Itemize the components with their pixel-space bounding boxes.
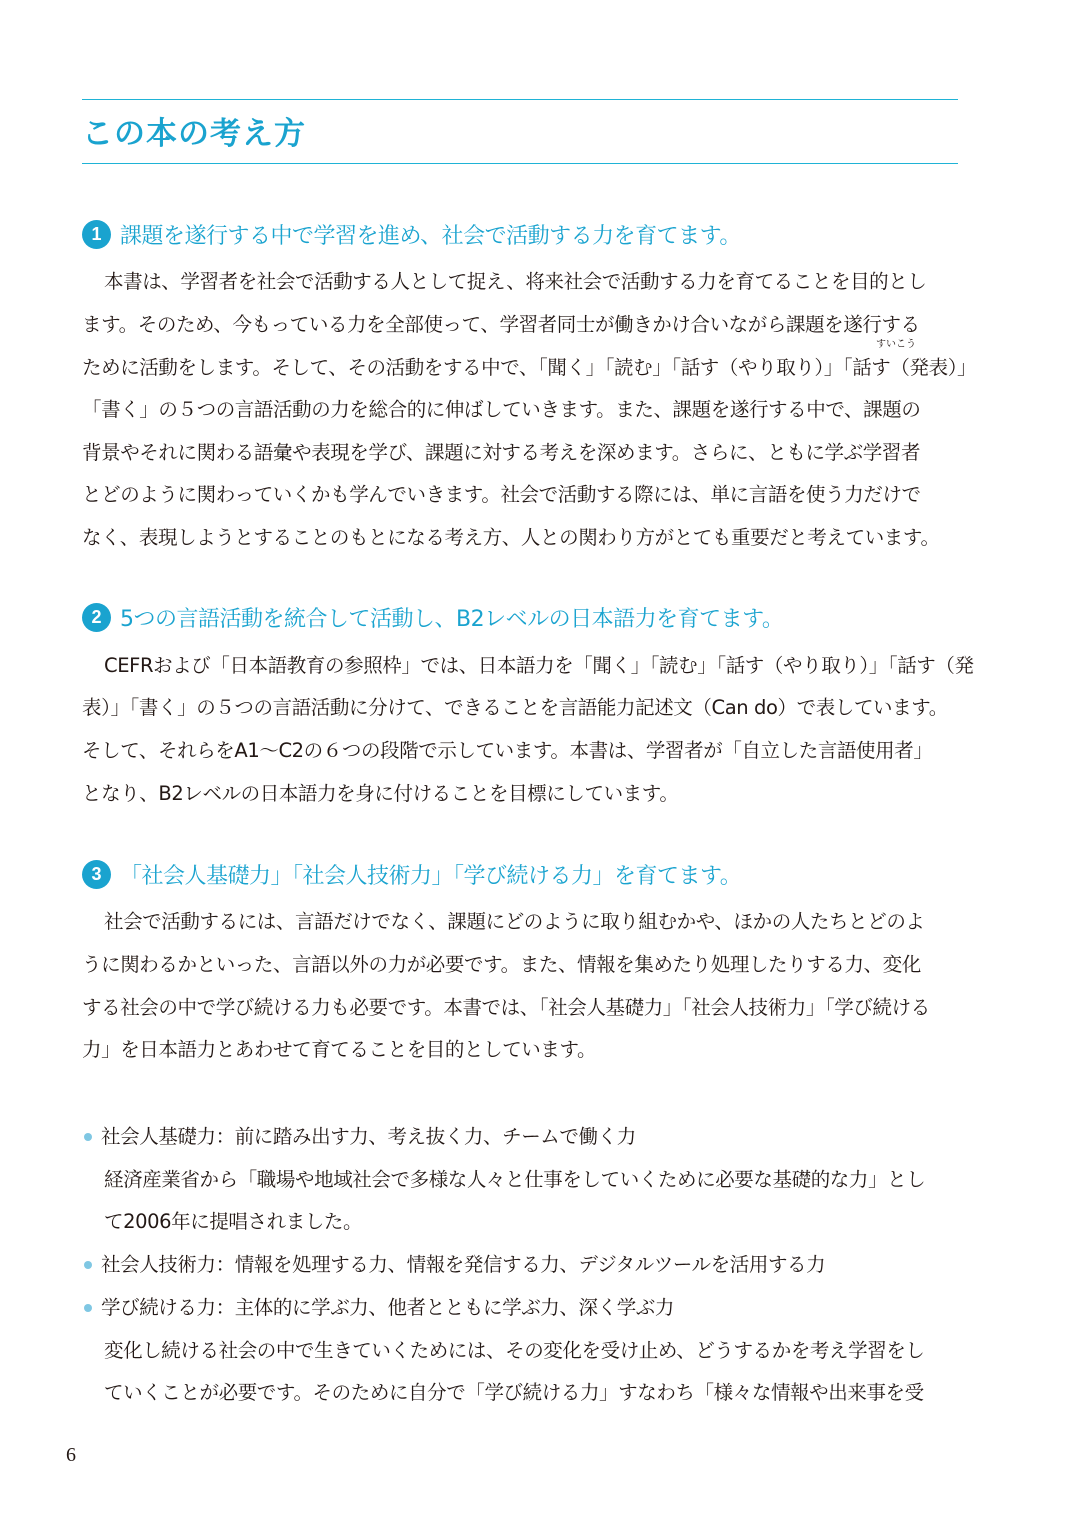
bullet-label: 社会人基礎力：前に踏み出す力、考え抜く力、チームで働く力: [101, 1125, 636, 1148]
paragraph-line: 表）」「書く」の５つの言語活動に分けて、できることを言語能力記述文（Can do）で表しています。: [82, 696, 948, 719]
paragraph-line: なく、表現しようとすることのもとになる考え方、人との関わり方がとても重要だと考えています。: [82, 526, 940, 549]
section-number-badge: 3: [82, 860, 111, 889]
paragraph-line: となり、B2レベルの日本語力を身に付けることを目標にしています。: [82, 782, 679, 805]
paragraph-line: 背景やそれに関わる語彙や表現を学び、課題に対する考えを深めます。さらに、ともに学ぶ学習者: [82, 441, 921, 464]
ruby-annotation: すいこう: [876, 339, 916, 350]
paragraph-line: とどのように関わっていくかも学んでいきます。社会で活動する際には、単に言語を使う力だけで: [82, 483, 921, 506]
bullet-label: 学び続ける力：主体的に学ぶ力、他者とともに学ぶ力、深く学ぶ力: [101, 1296, 675, 1319]
paragraph-line: うに関わるかといった、言語以外の力が必要です。また、情報を集めたり処理したりする力、変化: [82, 953, 921, 976]
title-bottom-rule: [82, 163, 958, 164]
bullet-label: 社会人技術力：情報を処理する力、情報を発信する力、デジタルツールを活用する力: [101, 1253, 826, 1276]
section-title: 5つの言語活動を統合して活動し、B2レベルの日本語力を育てます。: [120, 606, 784, 632]
bullet-description-line: ていくことが必要です。そのために自分で「学び続ける力」すなわち「様々な情報や出来事を受: [104, 1381, 924, 1404]
bullet-item: [84, 1294, 674, 1322]
paragraph-line: 力」を日本語力とあわせて育てることを目的としています。: [82, 1038, 597, 1061]
section-3-heading: [82, 857, 741, 891]
bullet-dot-icon: [84, 1261, 92, 1269]
section-number-badge: 1: [82, 220, 111, 249]
section-number-badge: 2: [82, 603, 111, 632]
bullet-item: [84, 1251, 825, 1279]
bullet-dot-icon: [84, 1133, 92, 1141]
section-title: 「社会人基礎力」「社会人技術力」「学び続ける力」を育てます。: [120, 863, 742, 889]
page-number: 6: [66, 1444, 76, 1466]
bullet-description-line: て2006年に提唱されました。: [104, 1210, 363, 1233]
paragraph-line: ます。そのため、今もっている力を全部使って、学習者同士が働きかけ合いながら課題を遂行する: [82, 313, 920, 336]
paragraph-line: する社会の中で学び続ける力も必要です。本書では、「社会人基礎力」「社会人技術力」「学び続ける: [82, 996, 930, 1019]
section-title: 課題を遂行する中で学習を進め、社会で活動する力を育てます。: [120, 223, 741, 249]
paragraph-line: 「書く」の５つの言語活動の力を総合的に伸ばしていきます。また、課題を遂行する中で、課題の: [82, 398, 921, 421]
paragraph-line: ために活動をします。そして、その活動をする中で、「聞く」「読む」「話す（やり取り）」「話す（発表）」: [82, 356, 977, 379]
paragraph-line: そして、それらをA1～C2の６つの段階で示しています。本書は、学習者が「自立した言語使用者」: [82, 739, 933, 762]
bullet-description-line: 変化し続ける社会の中で生きていくためには、その変化を受け止め、どうするかを考え学習をし: [104, 1339, 925, 1362]
bullet-item: [84, 1123, 636, 1151]
section-2-heading: [82, 600, 783, 634]
bullet-description-line: 経済産業省から「職場や地域社会で多様な人々と仕事をしていくために必要な基礎的な力」とし: [104, 1168, 926, 1191]
section-1-heading: [82, 217, 741, 251]
title-top-rule: [82, 99, 958, 100]
bullet-dot-icon: [84, 1304, 92, 1312]
paragraph-line: 本書は、学習者を社会で活動する人として捉え、将来社会で活動する力を育てることを目的とし: [104, 270, 927, 293]
paragraph-line: 社会で活動するには、言語だけでなく、課題にどのように取り組むかや、ほかの人たちとどのよ: [104, 910, 925, 933]
page-title: この本の考え方: [82, 116, 306, 152]
paragraph-line: CEFRおよび「日本語教育の参照枠」では、日本語力を「聞く」「読む」「話す（やり取り）」「話す（発: [104, 654, 974, 677]
